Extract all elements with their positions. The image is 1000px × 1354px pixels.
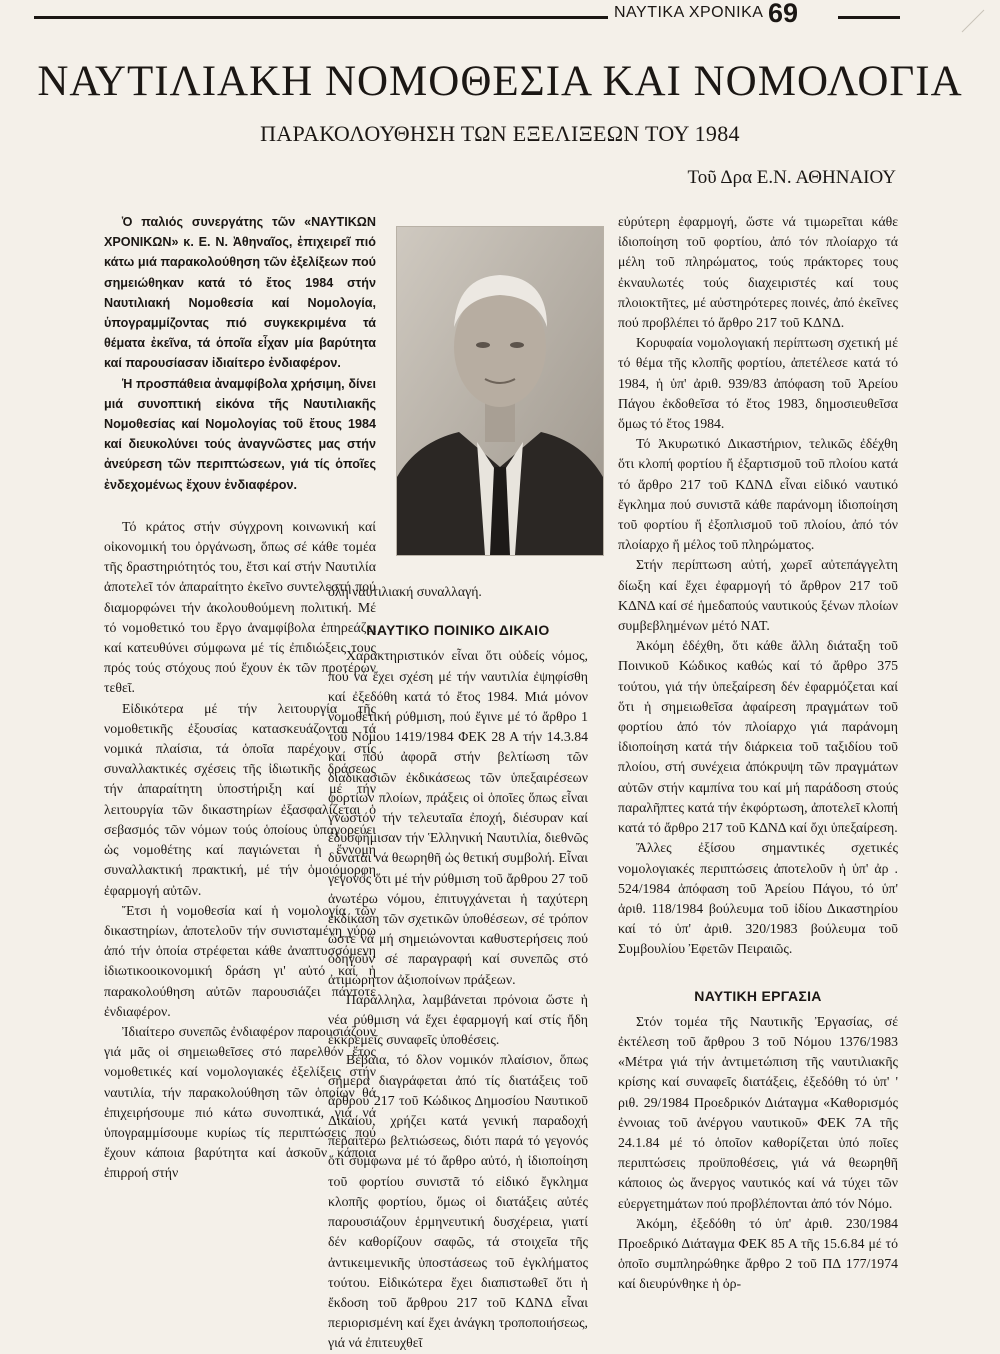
section-heading-penal-law: ΝΑΥΤΙΚΟ ΠΟΙΝΙΚΟ ΔΙΚΑΙΟ	[366, 622, 550, 639]
article-title: ΝΑΥΤΙΛΙΑΚΗ ΝΟΜΟΘΕΣΙΑ ΚΑΙ ΝΟΜΟΛΟΓΙΑ	[37, 58, 963, 105]
intro-paragraph: Ὁ παλιός συνεργάτης τῶν «ΝΑΥΤΙΚΩΝ ΧΡΟΝΙΚΩΝ» κ. Ε. Ν. Ἀθηναῖος, ἐπιχειρεῖ πιό κάτω μιά παρακολούθηση τῶν ἐξελίξεων πού σημειώθηκαν κατά τό ἔτος 1984 στήν Ναυτιλιακή Νομοθεσία καί Νομολογία, ὑπογραμμίζοντας πιό συγκεκριμένα τά θέματα ἐκεῖνα, τά ὁποῖα εἶχαν μία βαρύτητα καί παρουσίασαν ἰδιαίτερο ἐνδιαφέρον.	[104, 215, 376, 371]
column-2	[328, 582, 588, 1354]
header-rule-left	[34, 16, 608, 19]
body-paragraph: Τό Ἀκυρωτικό Δικαστήριον, τελικῶς ἐδέχθη ὅτι κλοπή φορτίου ἤ ἐξαρτισμοῦ τοῦ πλοίου κατά τό ἄρθρο 217 τοῦ ΚΔΝΔ εἶναι εἰδικό ναυτικό ἔγκλημα πού συνιστᾶ κάθε παράνομη ἰδιοποίηση τοῦ φορτίου ἤ ἐξοπλισμοῦ τοῦ πλοίου, ἀπό τόν πλοίαρχο ἤ μέλος τοῦ πληρώματος.	[618, 436, 898, 553]
body-paragraph: Ἀκόμη ἐδέχθη, ὅτι κάθε ἄλλη διάταξη τοῦ Ποινικοῦ Κώδικος καθώς καί τό ἄρθρο 375 τούτου, γιά τήν ὑπεξαίρεση δέν ἐφαρμόζεται καί ὅτι ἡ σημειωθεῖσα ἀφαίρεση πραγμάτων τοῦ φορτίου ἀπό τόν πλοίαρχο γιά παράνομη ἰδιοποίηση κατά τήν διάρκεια τοῦ ταξιδίου τοῦ πλοίου, στή συνέχεια ἀπόκρυψη τῶν πραγμάτων αὐτῶν στήν καμπίνα του καί μή παράδοση στούς παραλῆπτες κατά τήν ἐκφόρτωση, ἀποτελεῖ κλοπή κατά τό ἄρθρο 217 τοῦ ΚΔΝΔ καί ὄχι ὑπεξαίρεση.	[618, 638, 898, 836]
body-paragraph: Ἰδιαίτερο συνεπῶς ἐνδιαφέρον παρουσιάζουν γιά μᾶς οἱ σημειωθεῖσες στό παρελθόν ἔτος νομοθετικές καί νομολογιακές ἐξελίξεις στήν ναυτιλία, τήν παρακολούθηση τῶν ὁποίων θά ἐπιχειρήσουμε πιό κάτω συνοπτικά, γιά νά ὑπογραμμίσουμε κυρίως τίς περιπτώσεις πού ἔχουν κάποια βαρύτητα καί ἀσκοῦν κάποια ἐπιρροή στήν	[104, 1023, 376, 1181]
section-heading-maritime-labour: ΝΑΥΤΙΚΗ ΕΡΓΑΣΙΑ	[694, 987, 822, 1004]
article-subtitle: ΠΑΡΑΚΟΛΟΥΘΗΣΗ ΤΩΝ ΕΞΕΛΙΞΕΩΝ ΤΟΥ 1984	[260, 121, 740, 146]
body-paragraph: Χαρακτηριστικόν εἶναι ὅτι οὐδείς νόμος, πού νά ἔχει σχέση μέ τήν ναυτιλία ἐψηφίσθη καί ἐξεδόθη κατά τό ἔτος 1984. Μιά μόνον νομοθετική ρύθμιση, πού ἔγινε μέ τό ἄρθρο 1 τοῦ Νόμου 1419/1984 ΦΕΚ 28 Α τήν 14.3.84 καί πού ἀφορᾶ στήν βελτίωση τῶν διαδικασιῶν ἐκδικάσεως τῶν ὑπεξαιρέσεων φορτίων πλοίων, πράξεις οἱ ὁποῖες ὅπως εἶναι γνωστόν τήν τελευταῖα ἐποχή, διέσυραν καί ἐδυσφήμισαν τήν Ἑλληνική Ναυτιλία, διεθνῶς δύναται νά θεωρηθῆ ὡς θετική συμβολή. Εἶναι γεγονός ὅτι μέ τήν ρύθμιση τοῦ ἄρθρου 27 τοῦ ἀνωτέρω νόμου, ἐπιτυγχάνεται ἡ ταχύτερη ἐκδίκαση τῶν σχετικῶν ὑποθέσεων, σέ τρόπον ὥστε νά μή σημειώνονται καθυστερήσεις πού ὁδηγοῦν σέ παραγραφή καί συνεπῶς στό ἀτιμώρητον ἀξιοποίνων πράξεων.	[328, 648, 588, 987]
pencil-mark-icon	[958, 6, 988, 36]
body-paragraph: Ἀκόμη, ἐξεδόθη τό ὑπ' ἀριθ. 230/1984 Προεδρικό Διάταγμα ΦΕΚ 85 Α τῆς 15.6.84 μέ τό ὁποῖο συμπληρώθηκε ἄρθρο 2 τοῦ ΠΔ 177/1974 καί διευρύνθηκε ἡ ὀρ-	[618, 1215, 898, 1292]
intro-block	[104, 212, 376, 495]
body-paragraph: ὅλη ναυτιλιακή συναλλαγή.	[328, 584, 482, 599]
body-paragraph: Παράλληλα, λαμβάνεται πρόνοια ὥστε ἡ νέα ρύθμιση νά ἔχει ἐφαρμογή καί στίς ἤδη ἐκκρεμεῖς συναφεῖς ὑποθέσεις.	[328, 991, 588, 1048]
article-byline: Τοῦ Δρα Ε.Ν. ΑΘΗΝΑΙΟΥ	[687, 167, 896, 188]
body-paragraph: Τό κράτος στήν σύγχρονη κοινωνική καί οἰκονομική του ὀργάνωση, ὅπως σέ κάθε τομέα τῆς δραστηριότητός του, ἔτσι καί στήν Ναυτιλία ἀποτελεῖ τόν ἀπαραίτητο ἐκεῖνο συντελεστή πού διαμορφώνει τήν ἀκολουθούμενη πολιτική. Μέ τό νομοθετικό του ἔργο ἀναμφίβολα ἐπηρεάζει καί κατευθύνει σύμφωνα μέ τίς ἐπιδιώξεις τους πρός τούς στόχους πού ἔχουν ἐκ τῶν προτέρων τεθεῖ.	[104, 518, 376, 696]
header-rule-right	[838, 16, 900, 19]
body-paragraph: Κορυφαία νομολογιακή περίπτωση σχετική μέ τό θέμα τῆς κλοπῆς φορτίου, ἀπετέλεσε κατά τό 1984, ἡ ὑπ' ἀριθ. 939/83 ἀπόφαση τοῦ Ἀρείου Πάγου ἐκδοθεῖσα τό ἔτος 1983, δημοσιευθεῖσα ὅμως τό ἔτος 1984.	[618, 335, 898, 432]
body-paragraph: Βέβαια, τό δλον νομικόν πλαίσιον, ὅπως σήμερα διαγράφεται ἀπό τίς διατάξεις τοῦ ἄρθρου 217 τοῦ Κώδικος Δημοσίου Ναυτικοῦ Δικαίου, χρήζει κατά γενική παραδοχή περαιτέρω βελτιώσεως, διότι παρά τό γεγονός ὅτι σύμφωνα μέ τό ἄρθρο αὐτό, ἡ ἰδιοποίηση τοῦ φορτίου συνιστᾶ τό εἰδικό ἔγκλημα κλοπῆς φορτίου, ὅμως οἱ διατάξεις αὐτές παρουσιάζουν ἑρμηνευτική δυσχέρεια, γιατί δέν καθορίζουν σαφῶς, τά στοιχεῖα τῆς ἀντικειμενικῆς ὑποστάσεως τοῦ ἐγκλήματος τούτου. Εἰδικώτερα ἔχει διαπιστωθεῖ ὅτι ἡ ἔκδοση τοῦ ἄρθρου 217 τοῦ ΚΔΝΔ εἶναι περιορισμένη καί ἔχει ἀνάγκη τροποποιήσεως, γιά νά ἐπιτευχθεῖ	[328, 1052, 588, 1351]
author-portrait-photo	[396, 226, 604, 556]
body-paragraph: Ἔτσι ἡ νομοθεσία καί ἡ νομολογία τῶν δικαστηρίων, ἀποτελοῦν τήν συνισταμένη γύρω ἀπό τήν ὁποία στρέφεται κάθε ἀναπτυσσόμενη ἰδιωτικοοικονομική δράση γι' αὐτό καί ἡ παρακολούθηση αὐτῶν παρουσιάζει πάντοτε ἐνδιαφέρον.	[104, 902, 376, 1019]
body-paragraph: εὐρύτερη ἐφαρμογή, ὥστε νά τιμωρεῖται κάθε ἰδιοποίηση τοῦ φορτίου, ἀπό τόν πλοίαρχο τά μέλη τοῦ πληρώματος, τούς πράκτορες τους ἐκναυλωτές τούς διαχειριστές καί τους πλοιοκτῆτες, μέ αὐστηρότερες ποινές, ἀπό ἐκεῖνες πού προβλέπει τό ἄρθρο 217 τοῦ ΚΔΝΔ.	[618, 214, 898, 331]
header-page-number: 69	[768, 0, 799, 28]
column-3	[618, 212, 898, 1295]
body-paragraph: Ἄλλες ἐξίσου σημαντικές σχετικές νομολογιακές περιπτώσεις ἀποτελοῦν ἡ ὑπ' ἀρ . 524/1984 ἀπόφαση τοῦ Ἀρείου Πάγου, τό ὑπ' ἀριθ. 118/1984 βούλευμα τοῦ ἰδίου Δικαστηρίου καί τό ὑπ' ἀριθ. 320/1983 βούλευμα τοῦ Συμβουλίου Ἐφετῶν Πειραιῶς.	[618, 840, 898, 957]
header-magazine-name: ΝΑΥΤΙΚΑ ΧΡΟΝΙΚΑ	[614, 4, 764, 21]
body-paragraph: Εἰδικότερα μέ τήν λειτουργία τῆς νομοθετικῆς ἐξουσίας κατασκευάζονται τά νομικά πλαίσια, τά ὁποῖα παρέχουν στίς συναλλακτικές σχέσεις τῆς ἰδιωτικῆς δράσεως τήν ἀπαραίτητη ὑποστήριξη καί μέ τήν λειτουργία τῶν δικαστηρίων ἐξασφαλίζεται ὁ σεβασμός τῶν νόμων τούς ὁποίους ὑπαγορεύει ὡς νομοθέτης καί παγιώνεται ἡ ἔννομη συναλλακτική πρακτική, μέ τήν ὁμοιόμορφη ἐφαρμογή αὐτῶν.	[104, 700, 376, 898]
body-paragraph: Στόν τομέα τῆς Ναυτικῆς Ἐργασίας, σέ ἐκτέλεση τοῦ ἄρθρου 3 τοῦ Νόμου 1376/1983 «Μέτρα γιά τήν ἀντιμετώπιση τῆς ναυτιλιακῆς κρίσης καί συναφεῖς διατάξεις, ἐξεδόθη τό ὑπ' ' ριθ. 29/1984 Προεδρικόν Διάταγμα «Καθορισμός ἐννοιας τοῦ ἀνέργου ναυτικοῦ» ΦΕΚ 7Α τῆς 24.1.84 μέ τό ὁποῖον καθορίζεται ὑπό ποῖες περιπτώσεις προϋποθέσεις, γιά νά θεωρηθῆ κάποιος ὡς ἄνεργος ναυτικός καί νά τύχει τῶν εὐεργετημάτων πού προβλέπονται ἀπό τόν Νόμο.	[618, 1013, 898, 1211]
intro-paragraph: Ἡ προσπάθεια ἀναμφίβολα χρήσιμη, δίνει μιά συνοπτική εἰκόνα τῆς Ναυτιλιακῆς Νομοθεσίας καί Νομολογίας τοῦ ἔτους 1984 καί διευκολύνει τούς ἀναγνῶστες μας στήν ἀνεύρεση τῶν περιπτώσεων, γιά τίς ὁποῖες ἐνδεχομένως ἔχουν ἐνδιαφέρον.	[104, 376, 376, 492]
body-paragraph: Στήν περίπτωση αὐτή, χωρεῖ αὐτεπάγγελτη δίωξη καί ἔχει ἐφαρμογή τό ἄρθρον 217 τοῦ ΚΔΝΔ καί σέ ἡμεδαπούς ναυτικούς ξένων πλοίων συμβεβλημένων μέτό ΝΑΤ.	[618, 557, 898, 634]
portrait-image	[397, 227, 603, 555]
